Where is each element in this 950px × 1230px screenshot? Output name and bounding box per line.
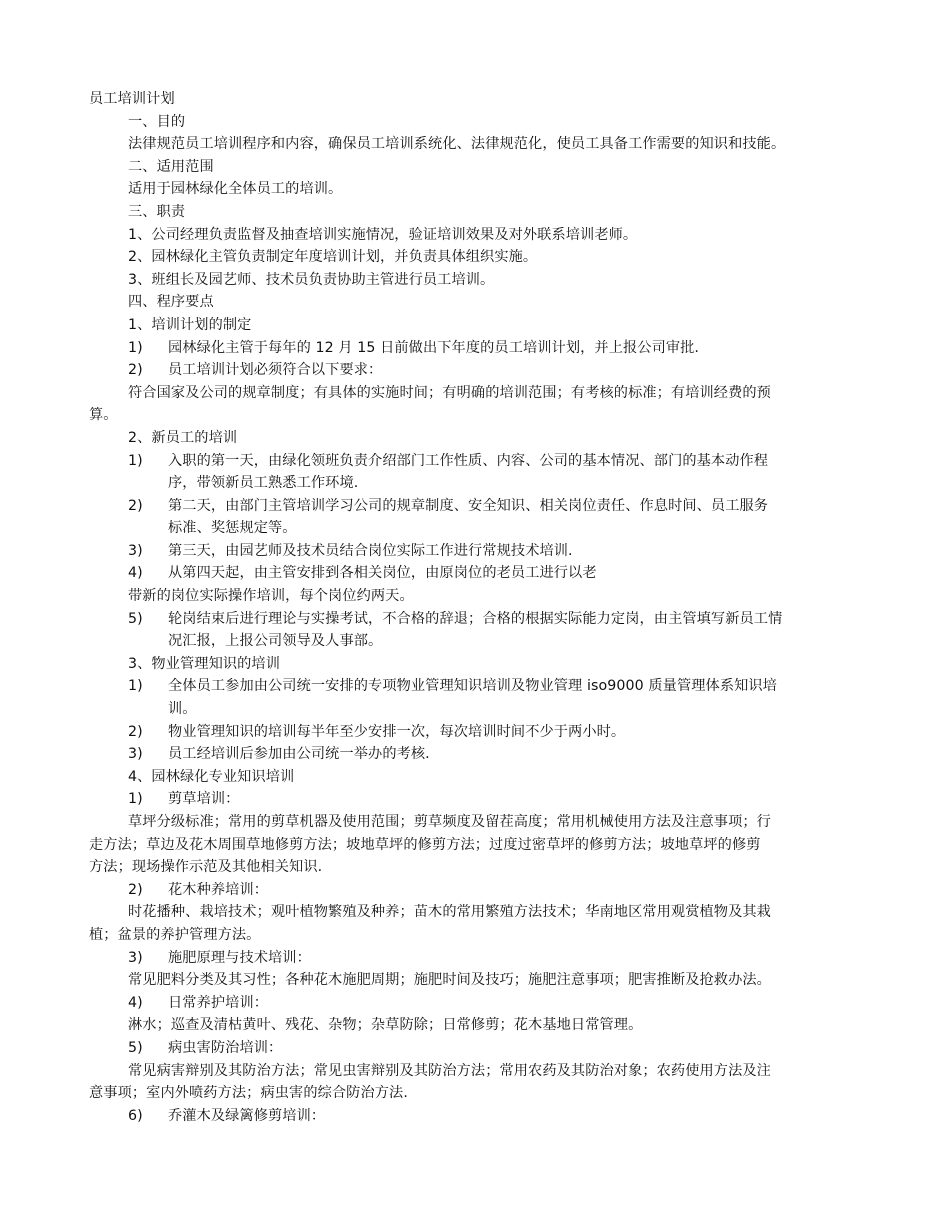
paragraph-line: 4、园林绿化专业知识培训 <box>128 768 295 785</box>
item-number: 6) <box>128 1107 143 1124</box>
text-line <box>0 698 950 721</box>
text-line <box>0 585 950 608</box>
text-line <box>0 924 950 947</box>
item-text: 病虫害防治培训： <box>168 1039 283 1056</box>
paragraph-line: 三、职责 <box>128 203 186 220</box>
item-text: 从第四天起，由主管安排到各相关岗位，由原岗位的老员工进行以老 <box>168 565 597 582</box>
item-text-continuation: 标准、奖惩规定等。 <box>168 520 297 537</box>
paragraph-line: 1、培训计划的制定 <box>128 316 252 333</box>
item-text-continuation: 训。 <box>168 701 197 718</box>
item-text: 轮岗结束后进行理论与实操考试，不合格的辞退；合格的根据实际能力定岗，由主管填写新员工情 <box>168 610 783 627</box>
numbered-item <box>0 675 950 698</box>
item-number: 2) <box>128 497 143 514</box>
paragraph-line: 一、目的 <box>128 113 186 130</box>
item-text: 第二天，由部门主管培训学习公司的规章制度、安全知识、相关岗位责任、作息时间、员工服务 <box>168 497 769 514</box>
paragraph-line: 二、适用范围 <box>128 158 214 175</box>
text-line <box>0 382 950 405</box>
paragraph-line: 草坪分级标准；常用的剪草机器及使用范围；剪草频度及留茬高度；常用机械使用方法及注意事项；行 <box>128 814 771 830</box>
numbered-item <box>0 359 950 382</box>
paragraph-line: 3、物业管理知识的培训 <box>128 655 281 672</box>
title-line <box>0 88 950 111</box>
item-text: 入职的第一天，由绿化领班负责介绍部门工作性质、内容、公司的基本情况、部门的基本动作程 <box>168 452 769 469</box>
numbered-item <box>0 743 950 766</box>
item-number: 3) <box>128 746 143 763</box>
item-number: 2) <box>128 362 143 379</box>
paragraph-line: 四、程序要点 <box>128 294 214 311</box>
text-line <box>0 1082 950 1105</box>
paragraph-line: 淋水；巡查及清枯黄叶、残花、杂物；杂草防除；日常修剪；花木基地日常管理。 <box>128 1017 643 1034</box>
item-number: 2) <box>128 881 143 898</box>
text-line <box>0 133 950 156</box>
text-line <box>0 969 950 992</box>
item-number: 2) <box>128 723 143 740</box>
item-number: 5) <box>128 1039 143 1056</box>
text-line <box>0 1014 950 1037</box>
document-body <box>0 88 950 1127</box>
text-line <box>0 246 950 269</box>
item-text-continuation: 况汇报，上报公司领导及人事部。 <box>168 633 383 650</box>
text-line <box>0 427 950 450</box>
text-line <box>0 201 950 224</box>
item-number: 4) <box>128 994 143 1011</box>
paragraph-continuation: 意事项；室内外喷药方法；病虫害的综合防治方法. <box>89 1085 408 1102</box>
numbered-item <box>0 540 950 563</box>
numbered-item <box>0 788 950 811</box>
item-text: 园林绿化主管于每年的 12 月 15 日前做出下年度的员工培训计划，并上报公司审批. <box>168 339 700 356</box>
text-line <box>0 156 950 179</box>
text-line <box>0 111 950 134</box>
text-line <box>0 856 950 879</box>
paragraph-line: 时花播种、栽培技术；观叶植物繁殖及种养；苗木的常用繁殖方法技术；华南地区常用观赏植物及其栽 <box>128 904 771 921</box>
numbered-item <box>0 495 950 518</box>
text-line <box>0 472 950 495</box>
numbered-item <box>0 562 950 585</box>
text-line <box>0 766 950 789</box>
text-line <box>0 178 950 201</box>
item-number: 4) <box>128 565 143 582</box>
item-number: 5) <box>128 610 143 627</box>
item-number: 3) <box>128 542 143 559</box>
text-line <box>0 224 950 247</box>
item-text: 花木种养培训： <box>168 881 269 898</box>
paragraph-line: 法律规范员工培训程序和内容，确保员工培训系统化、法律规范化，使员工具备工作需要的知识和技能。 <box>128 136 786 153</box>
text-line <box>0 517 950 540</box>
item-text: 施肥原理与技术培训： <box>168 949 311 966</box>
text-line <box>0 314 950 337</box>
paragraph-line: 常见病害辩别及其防治方法；常见虫害辩别及其防治方法；常用农药及其防治对象；农药使用方法及注 <box>128 1062 771 1079</box>
item-text: 剪草培训： <box>168 791 240 808</box>
numbered-item <box>0 721 950 744</box>
text-line <box>0 291 950 314</box>
numbered-item <box>0 879 950 902</box>
item-number: 3) <box>128 949 143 966</box>
text-line <box>0 404 950 427</box>
item-text: 物业管理知识的培训每半年至少安排一次，每次培训时间不少于两小时。 <box>168 723 626 740</box>
item-number: 1) <box>128 791 143 808</box>
numbered-item <box>0 1105 950 1128</box>
text-line <box>0 269 950 292</box>
paragraph-line: 2、新员工的培训 <box>128 429 238 446</box>
paragraph-continuation: 走方法；草边及花木周围草地修剪方法；坡地草坪的修剪方法；过度过密草坪的修剪方法；坡地草坪的修剪 <box>89 836 761 853</box>
item-text-continuation: 序，带领新员工熟悉工作环境. <box>168 475 359 492</box>
paragraph-line: 常见肥料分类及其习性；各种花木施肥周期；施肥时间及技巧；施肥注意事项；肥害推断及抢救办法。 <box>128 972 771 989</box>
item-text: 第三天，由园艺师及技术员结合岗位实际工作进行常规技术培训. <box>168 542 573 559</box>
numbered-item <box>0 992 950 1015</box>
paragraph-line: 1、公司经理负责监督及抽查培训实施情况，验证培训效果及对外联系培训老师。 <box>128 226 638 243</box>
paragraph-line: 符合国家及公司的规章制度；有具体的实施时间；有明确的培训范围；有考核的标准；有培训经费的预 <box>128 384 771 401</box>
text-line <box>0 811 950 834</box>
paragraph-line: 带新的岗位实际操作培训，每个岗位约两天。 <box>128 588 414 605</box>
item-number: 1) <box>128 452 143 469</box>
paragraph-line: 适用于园林绿化全体员工的培训。 <box>128 181 343 198</box>
text-line <box>0 1060 950 1083</box>
paragraph-continuation: 方法；现场操作示范及其他相关知识. <box>89 859 323 876</box>
item-text: 乔灌木及绿篱修剪培训： <box>168 1107 326 1124</box>
paragraph-line: 3、班组长及园艺师、技术员负责协助主管进行员工培训。 <box>128 271 495 288</box>
paragraph-line: 2、园林绿化主管负责制定年度培训计划，并负责具体组织实施。 <box>128 249 538 266</box>
numbered-item <box>0 337 950 360</box>
item-text: 全体员工参加由公司统一安排的专项物业管理知识培训及物业管理 iso9000 质量管理体系知识培 <box>168 678 777 695</box>
text-line <box>0 653 950 676</box>
item-text: 员工经培训后参加由公司统一举办的考核. <box>168 746 430 763</box>
item-number: 1) <box>128 678 143 695</box>
text-line <box>0 834 950 857</box>
text-line <box>0 630 950 653</box>
numbered-item <box>0 450 950 473</box>
item-text: 员工培训计划必须符合以下要求： <box>168 362 383 379</box>
numbered-item <box>0 1037 950 1060</box>
item-number: 1) <box>128 339 143 356</box>
paragraph-continuation: 算。 <box>89 407 118 424</box>
item-text: 日常养护培训： <box>168 994 269 1011</box>
paragraph-continuation: 植；盆景的养护管理方法。 <box>89 926 261 943</box>
numbered-item <box>0 947 950 970</box>
text-line <box>0 901 950 924</box>
numbered-item <box>0 608 950 631</box>
document-title: 员工培训计划 <box>89 91 175 107</box>
